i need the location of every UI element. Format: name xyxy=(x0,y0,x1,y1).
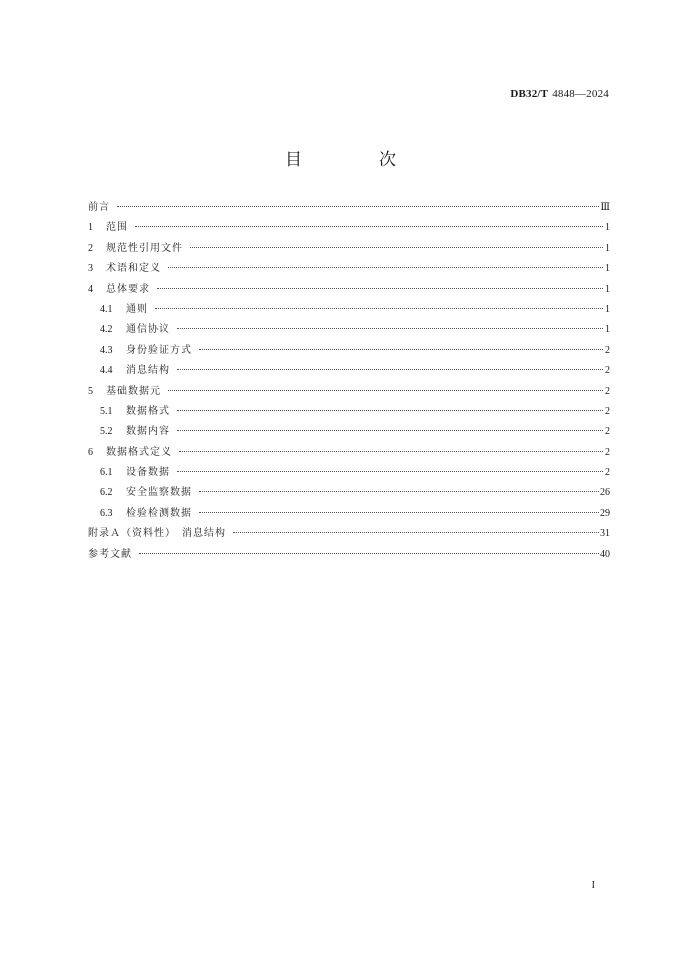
toc-entry-page: 1 xyxy=(605,242,610,254)
toc-entry[interactable] xyxy=(88,485,610,505)
toc-entry[interactable] xyxy=(88,445,610,465)
toc-entry-page: 1 xyxy=(605,324,610,336)
toc-dot-leader xyxy=(177,410,603,411)
toc-entry-page: Ⅲ xyxy=(600,202,610,213)
toc-entry-label: 消息结构 xyxy=(126,365,170,377)
toc-entry-label: 术语和定义 xyxy=(106,263,161,275)
toc-entry-page: 1 xyxy=(605,303,610,315)
toc-entry-number: 4.4 xyxy=(100,365,113,377)
toc-entry-number: 6.3 xyxy=(100,507,113,519)
toc-entry[interactable] xyxy=(88,384,610,404)
document-code-prefix: DB32/T xyxy=(510,88,549,100)
toc-entry-page: 1 xyxy=(605,222,610,234)
toc-entry-label: 基础数据元 xyxy=(106,385,161,397)
toc-entry[interactable] xyxy=(88,363,610,383)
toc-entry-label: 数据格式定义 xyxy=(106,446,172,458)
toc-entry[interactable] xyxy=(88,241,610,261)
toc-entry-page: 2 xyxy=(605,446,610,458)
toc-entry[interactable] xyxy=(88,322,610,342)
toc-entry-label: 数据格式 xyxy=(126,405,170,417)
toc-entry-page: 40 xyxy=(600,548,610,560)
toc-entry-page: 29 xyxy=(600,507,610,519)
toc-dot-leader xyxy=(139,553,599,554)
toc-dot-leader xyxy=(157,288,603,289)
toc-dot-leader xyxy=(179,451,603,452)
toc-entry[interactable] xyxy=(88,506,610,526)
toc-entry-label: 规范性引用文件 xyxy=(106,242,183,254)
toc-dot-leader xyxy=(190,247,603,248)
toc-entry[interactable] xyxy=(88,526,610,546)
toc-dot-leader xyxy=(177,471,603,472)
toc-dot-leader xyxy=(177,369,603,370)
toc-entry-number: 5.1 xyxy=(100,405,113,417)
toc-entry-number: 2 xyxy=(88,242,93,254)
toc-entry[interactable] xyxy=(88,200,610,220)
toc-entry-label: 身份验证方式 xyxy=(126,344,192,356)
toc-entry-label: 检验检测数据 xyxy=(126,507,192,519)
toc-entry-label: 数据内容 xyxy=(126,426,170,438)
toc-entry-page: 2 xyxy=(605,467,610,479)
toc-entry-page: 2 xyxy=(605,426,610,438)
toc-entry-page: 1 xyxy=(605,263,610,275)
toc-entry-page: 26 xyxy=(600,487,610,499)
toc-dot-leader xyxy=(199,512,599,513)
toc-dot-leader xyxy=(233,532,599,533)
toc-entry[interactable] xyxy=(88,343,610,363)
toc-entry-label: 通信协议 xyxy=(126,324,170,336)
toc-entry-number: 5 xyxy=(88,385,93,397)
toc-entry-page: 2 xyxy=(605,344,610,356)
toc-entry-number: 4.2 xyxy=(100,324,113,336)
toc-entry-label: 设备数据 xyxy=(126,467,170,479)
toc-entry-page: 1 xyxy=(605,283,610,295)
toc-entry-label: 前言 xyxy=(88,202,110,213)
toc-entry[interactable] xyxy=(88,220,610,240)
toc-entry-page: 31 xyxy=(600,528,610,540)
toc-entry-label: 安全监察数据 xyxy=(126,487,192,499)
toc-dot-leader xyxy=(155,308,603,309)
toc-entry-number: 6 xyxy=(88,446,93,458)
page-title: 目 次 xyxy=(285,150,426,170)
toc-dot-leader xyxy=(199,349,603,350)
toc-entry[interactable] xyxy=(88,404,610,424)
toc-dot-leader xyxy=(177,430,603,431)
toc-dot-leader xyxy=(177,328,603,329)
toc-entry-label: 总体要求 xyxy=(106,283,150,295)
toc-entry-page: 2 xyxy=(605,365,610,377)
toc-entry-number: 6.2 xyxy=(100,487,113,499)
toc-dot-leader xyxy=(199,491,599,492)
document-code xyxy=(510,88,609,100)
toc-dot-leader xyxy=(168,267,603,268)
toc-entry[interactable] xyxy=(88,302,610,322)
table-of-contents xyxy=(88,200,610,567)
toc-entry-number: 4.3 xyxy=(100,344,113,356)
toc-entry-page: 2 xyxy=(605,405,610,417)
toc-entry-number: 4 xyxy=(88,283,93,295)
toc-entry-number: 6.1 xyxy=(100,467,113,479)
toc-dot-leader xyxy=(135,226,603,227)
toc-entry-number: 3 xyxy=(88,263,93,275)
toc-entry[interactable] xyxy=(88,465,610,485)
toc-entry-page: 2 xyxy=(605,385,610,397)
toc-entry-label: 范围 xyxy=(106,222,128,234)
toc-entry[interactable] xyxy=(88,282,610,302)
page-number: I xyxy=(591,880,595,891)
toc-dot-leader xyxy=(117,206,599,207)
toc-dot-leader xyxy=(168,390,603,391)
document-code-number: 4848—2024 xyxy=(552,88,609,100)
toc-entry-label: 附录Ａ（资料性） 消息结构 xyxy=(88,528,226,540)
toc-entry-number: 5.2 xyxy=(100,426,113,438)
toc-entry-label: 参考文献 xyxy=(88,548,132,560)
toc-entry[interactable] xyxy=(88,547,610,567)
toc-entry-number: 1 xyxy=(88,222,93,234)
toc-entry[interactable] xyxy=(88,424,610,444)
toc-entry-label: 通则 xyxy=(126,303,148,315)
toc-entry[interactable] xyxy=(88,261,610,281)
toc-entry-number: 4.1 xyxy=(100,303,113,315)
